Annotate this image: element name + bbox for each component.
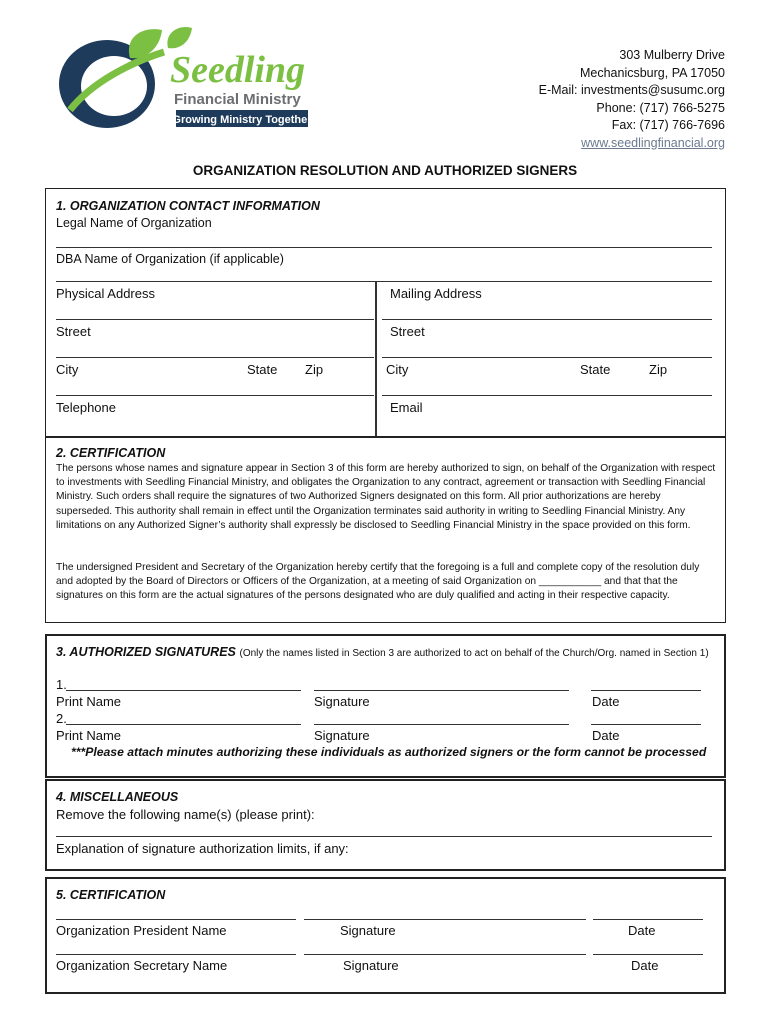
section1-heading: 1. ORGANIZATION CONTACT INFORMATION xyxy=(56,199,320,213)
signer2-signature-field[interactable] xyxy=(314,724,569,725)
physical-city-label: City xyxy=(56,362,79,377)
signer1-print-name-label: Print Name xyxy=(56,694,122,709)
mailing-street-field[interactable] xyxy=(382,357,712,358)
secretary-signature-label: Signature xyxy=(343,958,399,973)
section5-heading: 5. CERTIFICATION xyxy=(56,888,166,902)
dba-name-field[interactable] xyxy=(56,281,712,282)
contact-address-block xyxy=(539,47,725,152)
mailing-city-field[interactable] xyxy=(382,395,712,396)
signer1-number: 1. xyxy=(56,677,67,692)
attach-minutes-warning: ***Please attach minutes authorizing these individuals as authorized signers or the form cannot be processed xyxy=(71,745,707,759)
physical-zip-label: Zip xyxy=(305,362,324,377)
website-link[interactable]: www.seedlingfinancial.org xyxy=(581,135,725,150)
address-phone: Phone: (717) 766-5275 xyxy=(596,100,725,115)
remove-names-field[interactable] xyxy=(56,836,712,837)
mailing-street-label: Street xyxy=(390,324,425,339)
address-email[interactable]: E-Mail: investments@susumc.org xyxy=(538,83,725,97)
section-contact-info xyxy=(45,188,726,437)
section-certification xyxy=(45,437,726,623)
logo-subtitle: Financial Ministry xyxy=(174,91,301,108)
secretary-name-field[interactable] xyxy=(56,954,296,955)
address-street: 303 Mulberry Drive xyxy=(619,48,725,62)
logo-tagline: Growing Ministry Together xyxy=(172,114,312,126)
legal-name-label: Legal Name of Organization xyxy=(56,216,212,230)
certification-paragraph-1: The persons whose names and signature appear in Section 3 of this form are hereby authorized to sign, on behalf of the Organization with respect to investments with Seedling Financial Ministry, and obligates the Organization to any contract, agreement or transaction with Seedling Financial Ministry. Such orders shall require the signatures of two Authorized Signers designated on this form. All prior authorizations are hereby superseded. This authority shall remain in effect until the Organization terminates said authority in writing to Seedling Financial Ministry. Any limitations on any Authorized Signer’s authority shall expressly be disclosed to Seedling Financial Ministry in the space provided on this form. xyxy=(56,463,716,531)
signer2-number: 2. xyxy=(56,711,67,726)
section-final-certification xyxy=(45,877,726,994)
legal-name-field[interactable] xyxy=(56,247,712,248)
seedling-logo xyxy=(52,22,352,134)
section3-note: (Only the names listed in Section 3 are authorized to act on behalf of the Church/Org. named in Section 1) xyxy=(239,648,709,659)
section4-heading: 4. MISCELLANEOUS xyxy=(56,790,179,804)
address-fax: Fax: (717) 766-7696 xyxy=(611,118,725,132)
secretary-date-field[interactable] xyxy=(593,954,703,955)
signer1-date-field[interactable] xyxy=(591,690,701,691)
secretary-date-label: Date xyxy=(631,958,659,973)
signer1-date-label: Date xyxy=(592,694,620,709)
mailing-address-label: Mailing Address xyxy=(390,286,482,301)
president-date-label: Date xyxy=(628,923,656,938)
president-signature-label: Signature xyxy=(340,923,396,938)
physical-state-label: State xyxy=(247,362,278,377)
physical-address-field[interactable] xyxy=(56,319,374,320)
signer2-date-label: Date xyxy=(592,728,620,743)
physical-address-label: Physical Address xyxy=(56,286,155,301)
president-signature-field[interactable] xyxy=(304,919,586,920)
remove-names-label: Remove the following name(s) (please print): xyxy=(56,807,315,822)
signer2-print-name-label: Print Name xyxy=(56,728,122,743)
signer1-signature-field[interactable] xyxy=(314,690,569,691)
mailing-city-label: City xyxy=(386,362,409,377)
mailing-address-field[interactable] xyxy=(382,319,712,320)
signer2-print-name-field[interactable] xyxy=(66,724,301,725)
section3-heading-row xyxy=(56,644,709,659)
section2-heading: 2. CERTIFICATION xyxy=(56,446,166,460)
secretary-name-label: Organization Secretary Name xyxy=(56,958,228,973)
document-title: ORGANIZATION RESOLUTION AND AUTHORIZED SIGNERS xyxy=(192,163,578,178)
explanation-label: Explanation of signature authorization limits, if any: xyxy=(56,841,349,856)
section3-heading: 3. AUTHORIZED SIGNATURES xyxy=(56,645,236,659)
signer1-print-name-field[interactable] xyxy=(66,690,301,691)
dba-name-label: DBA Name of Organization (if applicable) xyxy=(56,252,284,266)
president-date-field[interactable] xyxy=(593,919,703,920)
telephone-label: Telephone xyxy=(56,400,116,415)
logo-name: Seedling xyxy=(170,49,306,91)
physical-street-field[interactable] xyxy=(56,357,374,358)
address-column-divider xyxy=(375,281,377,436)
mailing-state-label: State xyxy=(580,362,611,377)
section-miscellaneous xyxy=(45,779,726,871)
signer1-signature-label: Signature xyxy=(314,694,370,709)
signer2-date-field[interactable] xyxy=(591,724,701,725)
physical-city-field[interactable] xyxy=(56,395,374,396)
mailing-zip-label: Zip xyxy=(649,362,668,377)
president-name-label: Organization President Name xyxy=(56,923,227,938)
signer2-signature-label: Signature xyxy=(314,728,370,743)
section-authorized-signatures xyxy=(45,634,726,778)
address-city: Mechanicsburg, PA 17050 xyxy=(579,65,725,80)
physical-street-label: Street xyxy=(56,324,91,339)
secretary-signature-field[interactable] xyxy=(304,954,586,955)
president-name-field[interactable] xyxy=(56,919,296,920)
email-label: Email xyxy=(390,400,423,415)
certification-paragraph-2: The undersigned President and Secretary of the Organization hereby certify that the foregoing is a full and complete copy of the resolution duly and adopted by the Board of Directors or Officers of the Organization, at a meeting of said Organization on ___________ and that that the signatures on this form are the actual signatures of the persons designated who are duly qualified and acting in their respective capacity. xyxy=(56,562,700,602)
